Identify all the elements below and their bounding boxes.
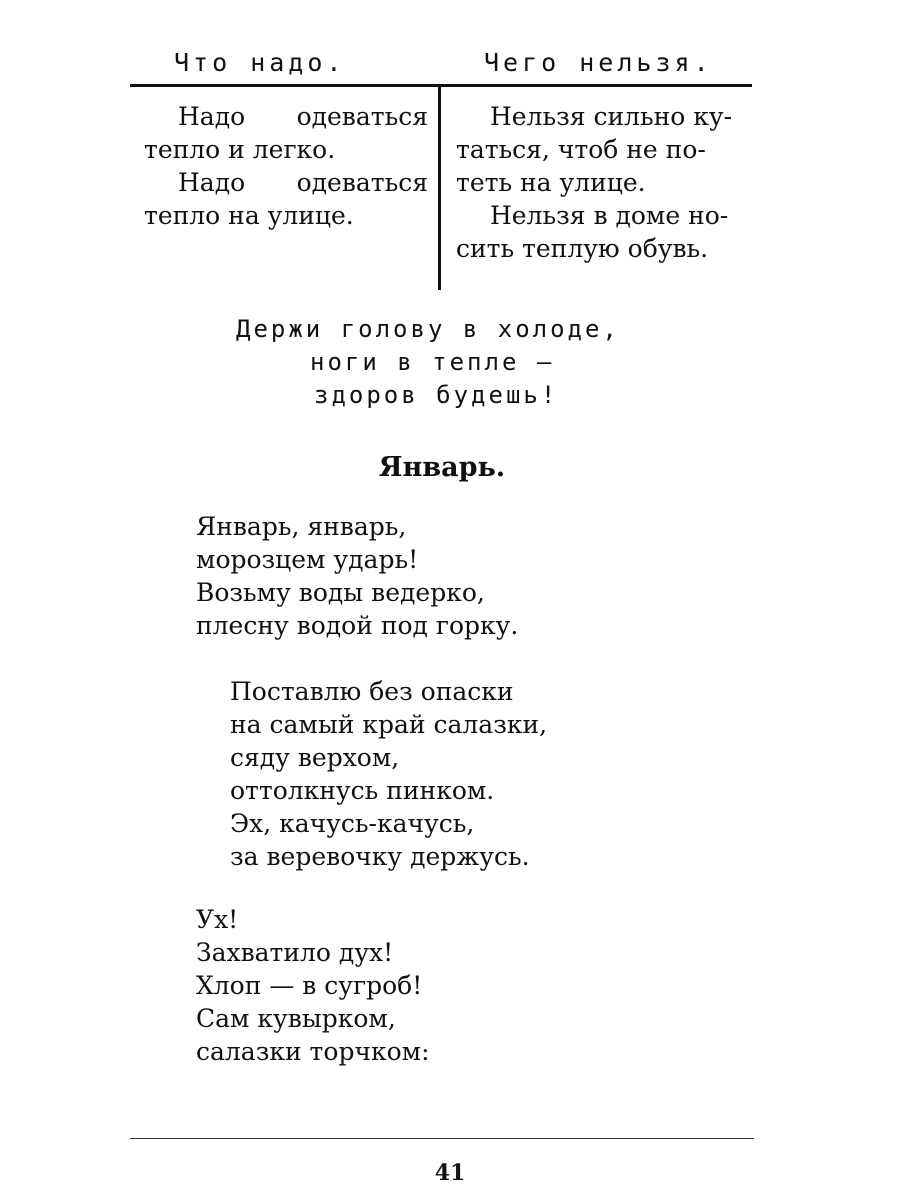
table-header-right: Чего нельзя. xyxy=(484,48,713,77)
poem-stanza-2 xyxy=(230,675,547,873)
proverb xyxy=(236,313,620,412)
poem-verse: Ух! xyxy=(196,905,239,934)
poem-verse: Эх, качусь-качусь, xyxy=(230,809,475,838)
table-header xyxy=(130,46,752,87)
page-number: 41 xyxy=(434,1160,466,1186)
do-line-3 xyxy=(144,166,428,199)
do-line-1 xyxy=(144,100,428,133)
poem-stanza-1 xyxy=(196,510,518,642)
proverb-line-1: Держи голову в холоде, xyxy=(236,315,620,343)
table-column-dont xyxy=(456,100,736,265)
proverb-line-3: здоров будешь! xyxy=(314,381,559,409)
do-line-4: тепло на улице. xyxy=(144,201,354,230)
dont-line-4: Нельзя в доме но- xyxy=(490,201,729,230)
poem-verse: Захватило дух! xyxy=(196,938,394,967)
footer-divider xyxy=(130,1138,754,1139)
proverb-line-2: ноги в тепле — xyxy=(310,348,555,376)
do-line-1-word-2: одеваться xyxy=(296,102,428,131)
do-line-3-word-1: Надо xyxy=(178,168,246,197)
poem-verse: сяду верхом, xyxy=(230,743,400,772)
poem-verse: Сам кувырком, xyxy=(196,1004,396,1033)
poem-verse: Хлоп — в сугроб! xyxy=(196,971,423,1000)
table-column-do xyxy=(144,100,428,232)
poem-verse: оттолкнусь пинком. xyxy=(230,776,495,805)
dont-line-5: сить теплую обувь. xyxy=(456,234,709,263)
poem-verse: плесну водой под горку. xyxy=(196,611,519,640)
poem-verse: Возьму воды ведерко, xyxy=(196,578,485,607)
do-line-3-word-2: одеваться xyxy=(296,168,428,197)
table-column-divider xyxy=(438,86,441,290)
dont-line-2: таться, чтоб не по- xyxy=(456,135,706,164)
poem-verse: на самый край салазки, xyxy=(230,710,548,739)
dont-line-1: Нельзя сильно ку- xyxy=(490,102,733,131)
poem-stanza-3 xyxy=(196,903,430,1068)
poem-title: Январь. xyxy=(378,452,506,483)
do-line-1-word-1: Надо xyxy=(178,102,246,131)
table-header-left: Что надо. xyxy=(174,48,346,77)
poem-verse: Поставлю без опаски xyxy=(230,677,514,706)
poem-verse: Январь, январь, xyxy=(196,512,407,541)
poem-verse: салазки торчком: xyxy=(196,1037,430,1066)
poem-verse: за веревочку держусь. xyxy=(230,842,530,871)
dont-line-3: теть на улице. xyxy=(456,168,646,197)
poem-verse: морозцем ударь! xyxy=(196,545,419,574)
do-line-2: тепло и легко. xyxy=(144,135,336,164)
